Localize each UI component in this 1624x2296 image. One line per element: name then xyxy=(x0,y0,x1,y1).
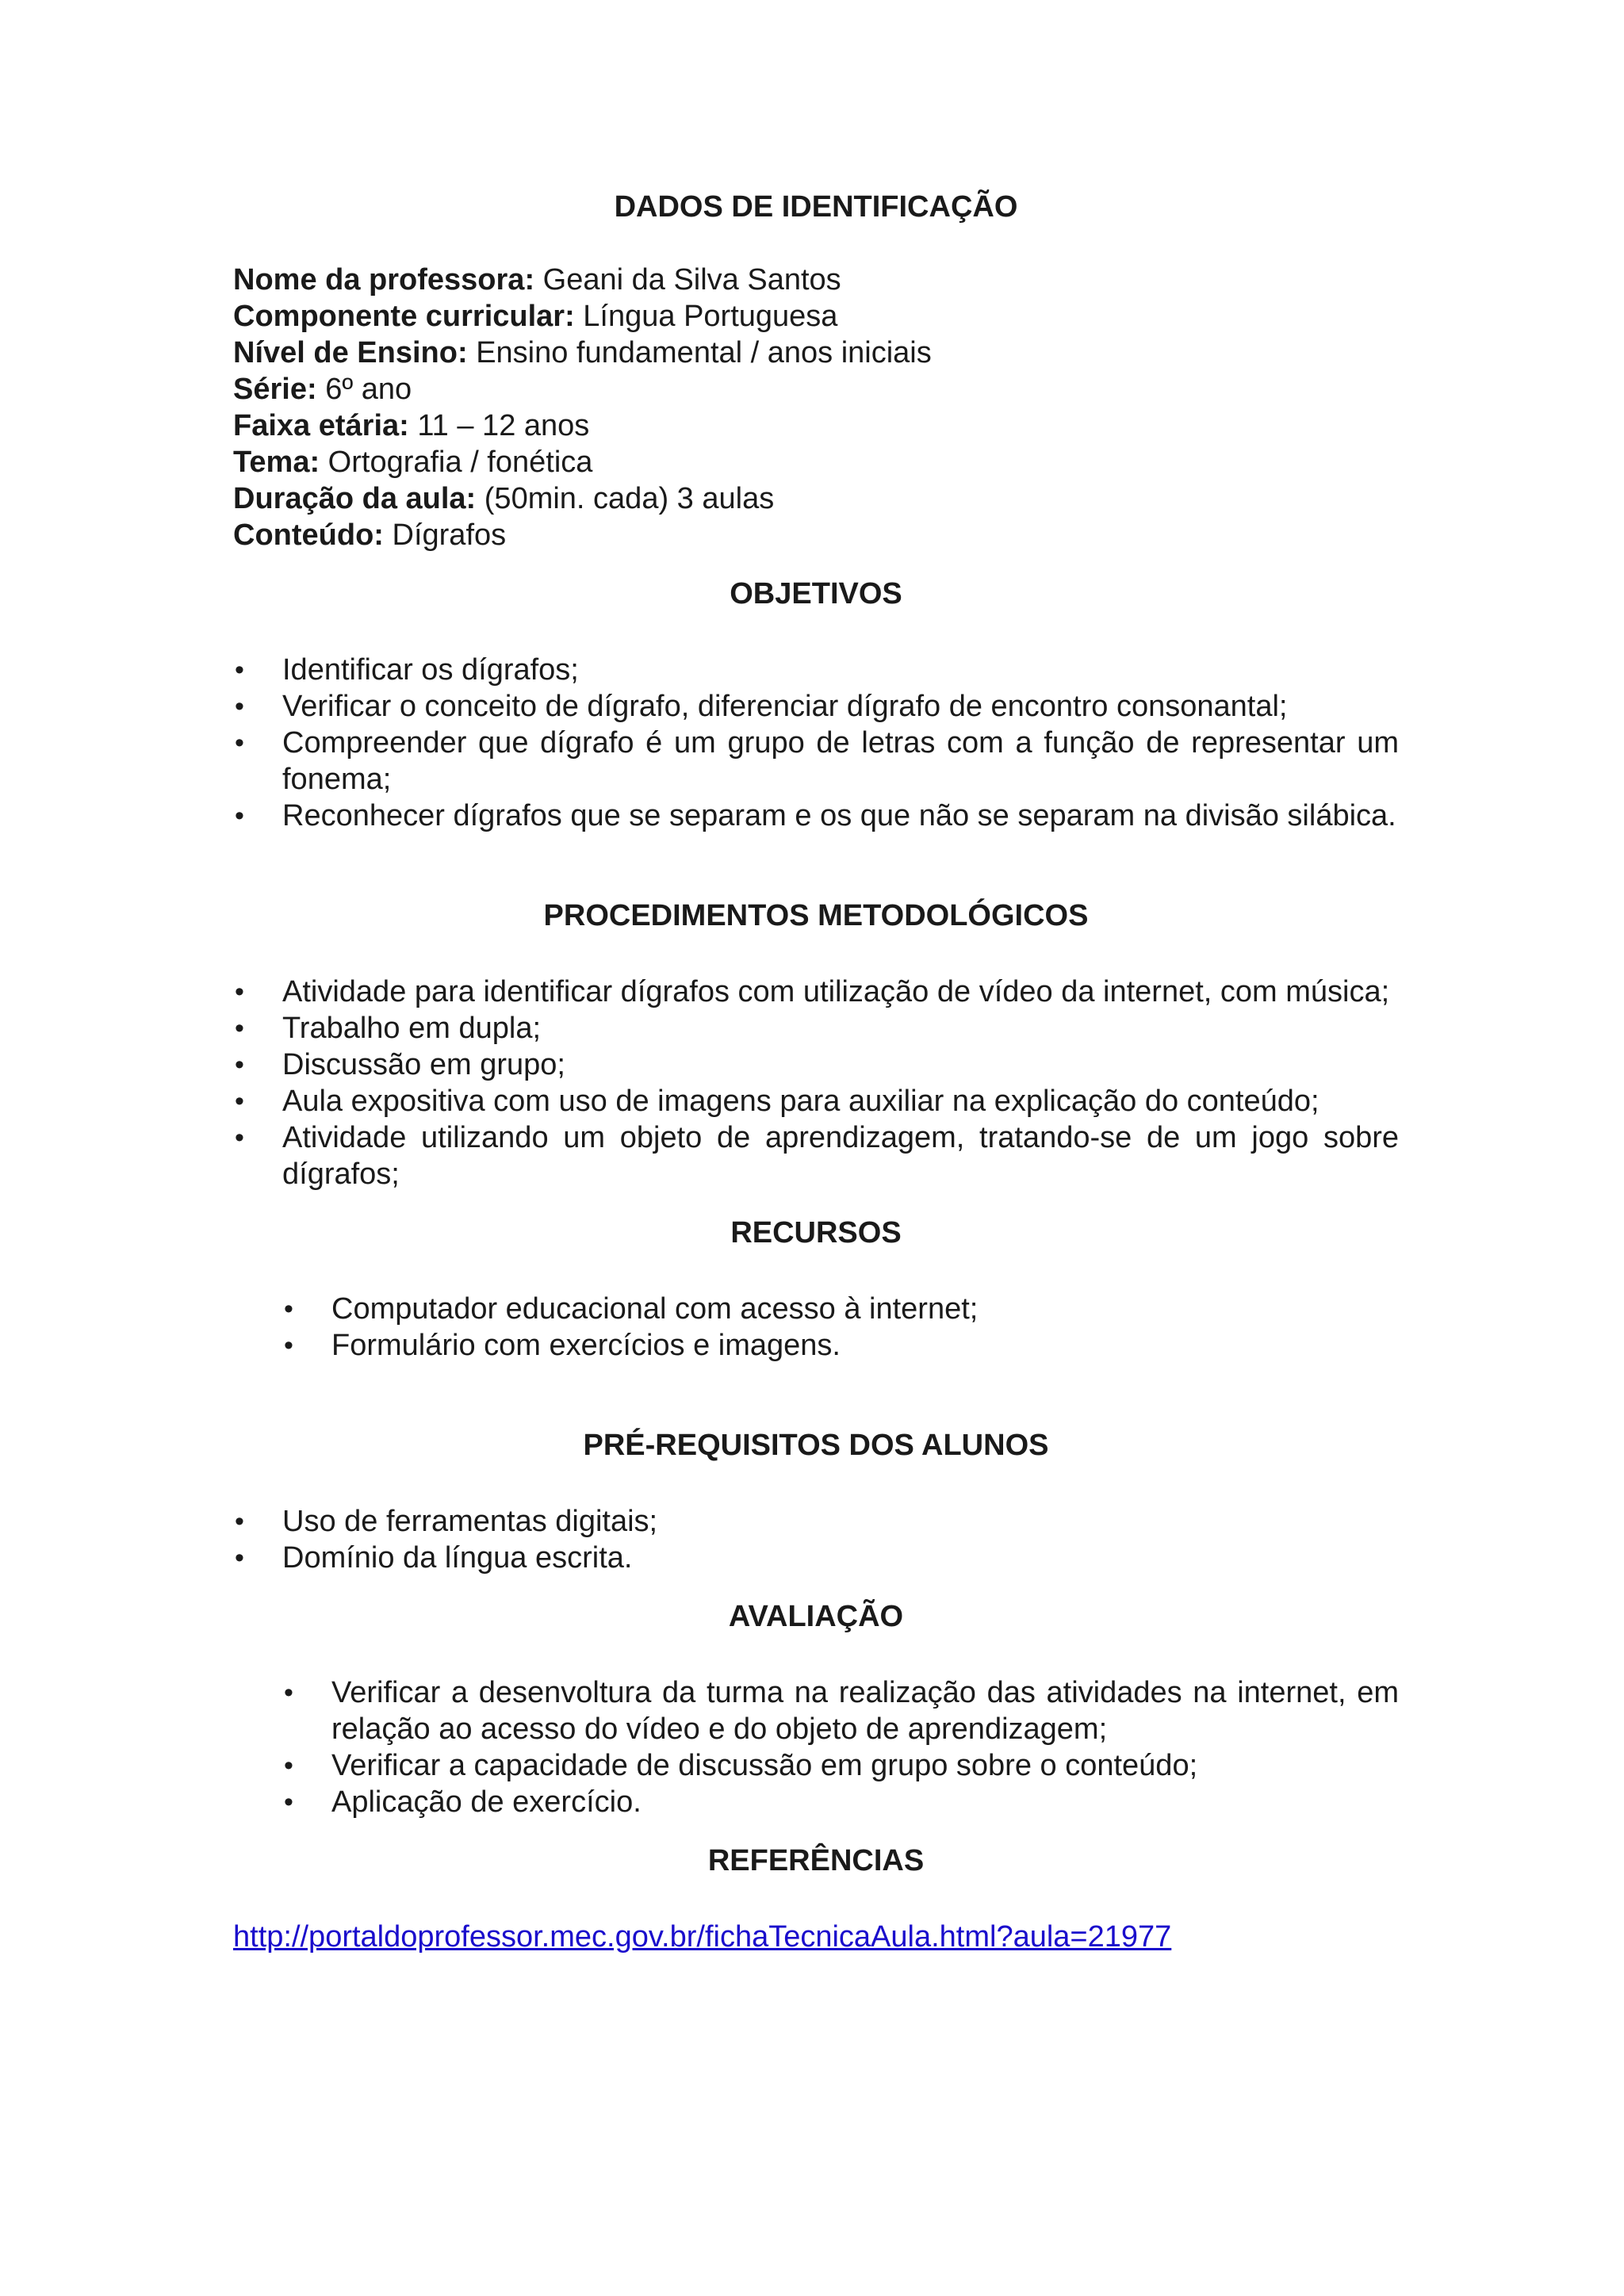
field-conteudo xyxy=(233,517,1399,553)
field-serie xyxy=(233,371,1399,408)
field-componente-curricular xyxy=(233,298,1399,335)
field-value: Ensino fundamental / anos iniciais xyxy=(476,336,932,369)
list-item: • Atividade para identificar dígrafos com utilização de vídeo da internet, com música; xyxy=(233,974,1399,1010)
recursos-list xyxy=(233,1291,1399,1364)
list-item: • Compreender que dígrafo é um grupo de letras com a função de representar um fonema; xyxy=(233,725,1399,798)
field-value: 6º ano xyxy=(325,373,412,406)
list-item: • Trabalho em dupla; xyxy=(233,1010,1399,1047)
field-label: Conteúdo: xyxy=(233,519,384,552)
referencias-paragraph xyxy=(233,1919,1399,1955)
list-item: • Reconhecer dígrafos que se separam e os que não se separam na divisão silábica. xyxy=(233,798,1399,834)
list-item: • Atividade utilizando um objeto de aprendizagem, tratando-se de um jogo sobre dígrafos; xyxy=(233,1119,1399,1192)
list-item: • Verificar a desenvoltura da turma na realização das atividades na internet, em relação ao acesso do vídeo e do objeto de aprendizagem; xyxy=(233,1674,1399,1747)
field-value: Geani da Silva Santos xyxy=(542,263,841,297)
section-title-objetivos: OBJETIVOS xyxy=(730,577,902,610)
list-item: • Discussão em grupo; xyxy=(233,1047,1399,1083)
list-item: • Verificar o conceito de dígrafo, diferenciar dígrafo de encontro consonantal; xyxy=(233,688,1399,725)
list-item: • Identificar os dígrafos; xyxy=(233,652,1399,688)
list-item: • Uso de ferramentas digitais; xyxy=(233,1503,1399,1540)
objetivos-list xyxy=(233,652,1399,834)
reference-link[interactable]: http://portaldoprofessor.mec.gov.br/fichaTecnicaAula.html?aula=21977 xyxy=(233,1920,1172,1954)
field-label: Componente curricular: xyxy=(233,300,575,333)
field-label: Série: xyxy=(233,373,317,406)
identificacao-fields xyxy=(233,262,1399,553)
field-label: Nome da professora: xyxy=(233,263,535,297)
field-value: 11 – 12 anos xyxy=(417,409,590,442)
prerequisitos-list xyxy=(233,1503,1399,1576)
field-label: Duração da aula: xyxy=(233,482,477,515)
field-value: Língua Portuguesa xyxy=(583,300,838,333)
field-value: (50min. cada) 3 aulas xyxy=(484,482,775,515)
section-title-referencias: REFERÊNCIAS xyxy=(707,1844,925,1877)
list-item: • Aula expositiva com uso de imagens para auxiliar na explicação do conteúdo; xyxy=(233,1083,1399,1119)
field-value: Ortografia / fonética xyxy=(327,446,593,479)
field-nivel-ensino xyxy=(233,335,1399,371)
field-label: Faixa etária: xyxy=(233,409,409,442)
list-item: • Domínio da língua escrita. xyxy=(233,1540,1399,1576)
list-item: • Aplicação de exercício. xyxy=(233,1784,1399,1820)
document-content xyxy=(233,189,1399,1955)
section-title-prerequisitos: PRÉ-REQUISITOS DOS ALUNOS xyxy=(583,1429,1049,1462)
list-item: • Computador educacional com acesso à internet; xyxy=(233,1291,1399,1327)
field-label: Nível de Ensino: xyxy=(233,336,468,369)
avaliacao-list xyxy=(233,1674,1399,1820)
field-nome-professora xyxy=(233,262,1399,298)
field-value: Dígrafos xyxy=(392,519,507,552)
section-title-recursos: RECURSOS xyxy=(730,1216,902,1249)
list-item: • Formulário com exercícios e imagens. xyxy=(233,1327,1399,1364)
section-title-procedimentos: PROCEDIMENTOS METODOLÓGICOS xyxy=(543,899,1089,932)
section-title-avaliacao: AVALIAÇÃO xyxy=(728,1600,904,1633)
section-title-identificacao: DADOS DE IDENTIFICAÇÃO xyxy=(614,190,1018,224)
list-item: • Verificar a capacidade de discussão em grupo sobre o conteúdo; xyxy=(233,1747,1399,1784)
procedimentos-list xyxy=(233,974,1399,1192)
field-faixa-etaria xyxy=(233,408,1399,444)
field-label: Tema: xyxy=(233,446,320,479)
field-duracao-aula xyxy=(233,480,1399,517)
field-tema xyxy=(233,444,1399,480)
